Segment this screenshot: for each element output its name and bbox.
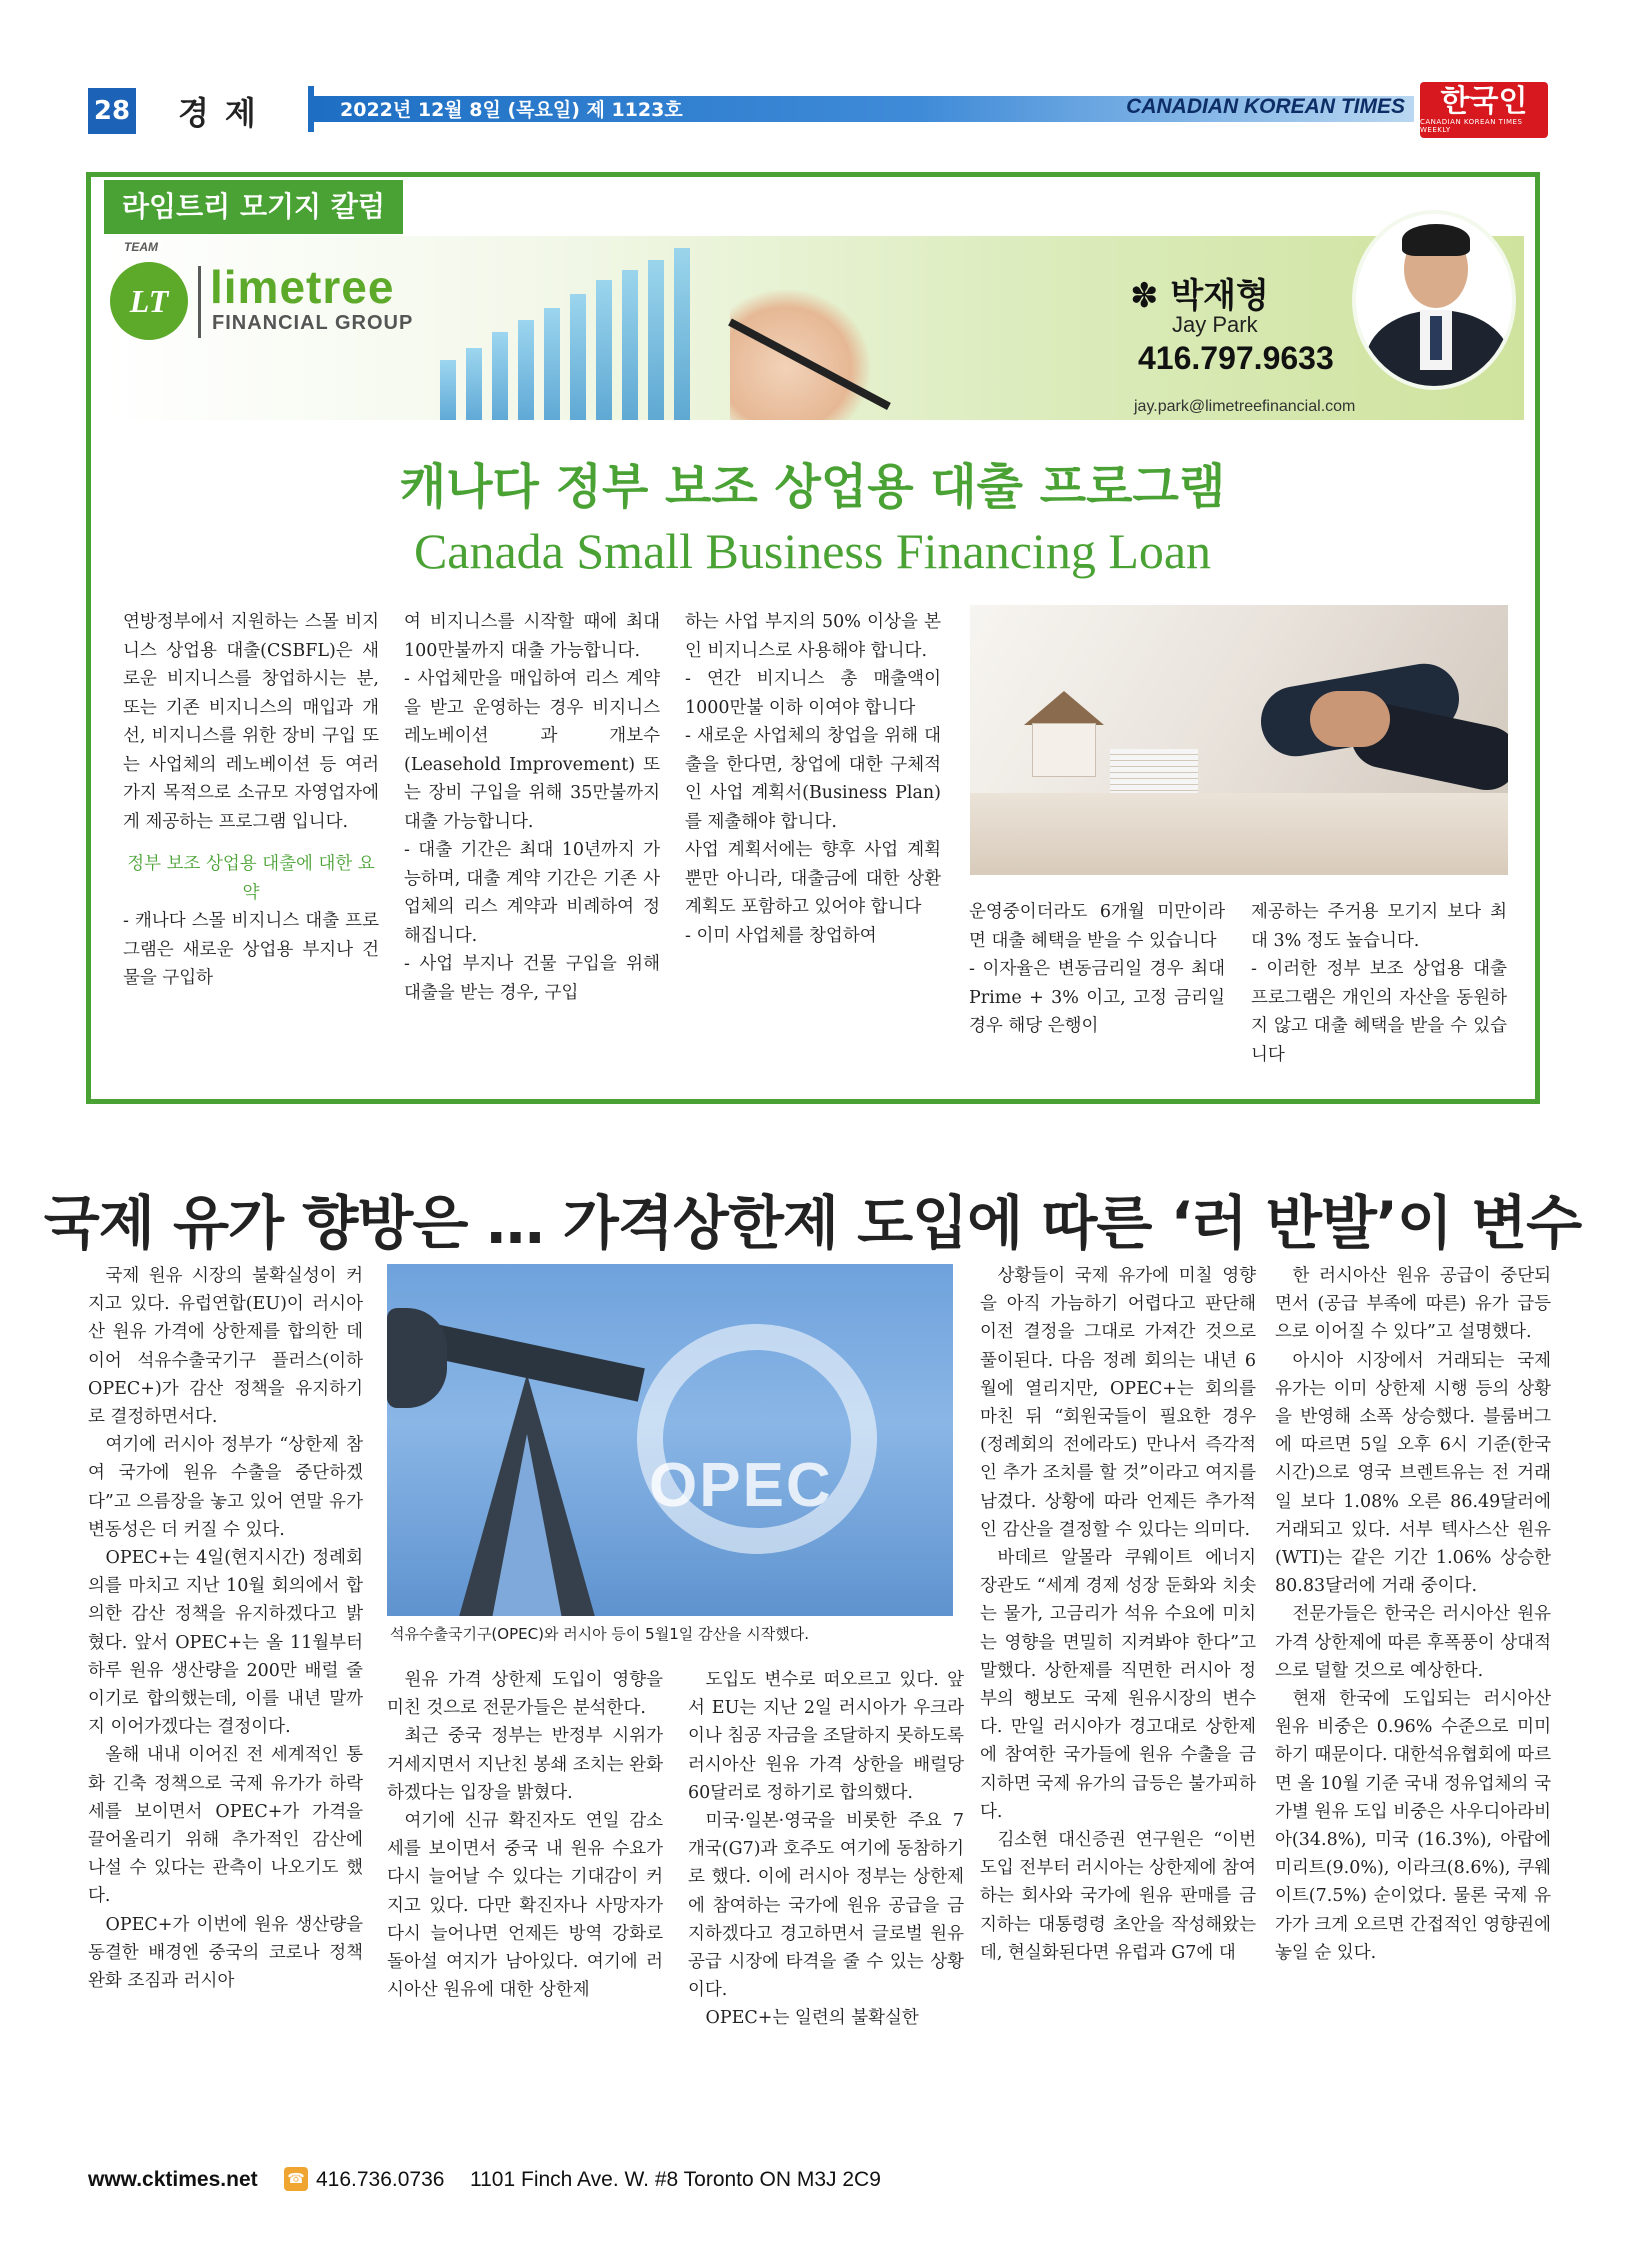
paragraph: 도입도 변수로 떠오르고 있다. 앞서 EU는 지난 2일 러시아가 우크라이나 침공 자금을 조달하지 못하도록 러시아산 원유 가격 상한을 배럴당 60달러로 정하기로 합의했다.: [688, 1670, 964, 1803]
banner-bar: [570, 294, 586, 420]
book-stack: [1110, 749, 1198, 793]
column-tag: 라임트리 모기지 칼럼: [104, 180, 403, 234]
column-subheading: 정부 보조 상업용 대출에 대한 요약: [127, 854, 375, 903]
handshake-hands: [1310, 691, 1390, 747]
article-column-1: [88, 1262, 363, 1995]
author-email: jay.park@limetreefinancial.com: [1134, 398, 1356, 415]
website-link[interactable]: www.cktimes.net: [88, 2168, 258, 2191]
paragraph: 여 비지니스를 시작할 때에 최대 100만불까지 대출 가능합니다.: [404, 612, 660, 661]
banner-bar: [674, 248, 690, 420]
article-column-5: [1275, 1262, 1551, 1967]
column-title-en: Canada Small Business Financing Loan: [413, 523, 1212, 579]
column-text-3: [685, 608, 941, 950]
banner-bar: [466, 348, 482, 420]
paragraph: 하는 사업 부지의 50% 이상을 본인 비지니스로 사용해야 합니다.: [685, 612, 941, 661]
paragraph: 상황들이 국제 유가에 미칠 영향을 아직 가늠하기 어렵다고 판단해 이전 결정을 그대로 가져간 것으로 풀이된다. 다음 정례 회의는 내년 6월에 열리지만, OPEC+는 회의를 마친 뒤 “회원국들이 필요한 경우 (정례회의 전에라도) 만나서 즉각적인 추가 조치를 할 것”이라고 여지를 남겼다. 상황에 따라 언제든 추가적인 감산을 결정할 수 있다는 의미다.: [980, 1266, 1256, 1540]
paragraph: 올해 내내 이어진 전 세계적인 통화 긴축 정책으로 국제 유가가 하락세를 보이면서 OPEC+가 가격을 끌어올리기 위해 추가적인 감산에 나설 수 있다는 관측이 나오기도 했다.: [88, 1745, 363, 1907]
column-text-2: [404, 608, 660, 1007]
column-title-ko: 캐나다 정부 보조 상업용 대출 프로그램: [399, 459, 1226, 515]
author-name-en: Jay Park: [1172, 312, 1258, 337]
footer-address: 1101 Finch Ave. W. #8 Toronto ON M3J 2C9: [470, 2168, 881, 2191]
paragraph: - 이러한 정부 보조 상업용 대출 프로그램은 개인의 자산을 동원하지 않고 대출 혜택을 받을 수 있습니다: [1251, 959, 1507, 1065]
paragraph: 연방정부에서 지원하는 스몰 비지니스 상업용 대출(CSBFL)은 새로운 비지니스를 창업하시는 분, 또는 기존 비지니스의 매입과 개선, 비지니스를 위한 장비 구입 또는 사업체의 레노베이션 등 여러 가지 목적으로 소규모 자영업자에게 제공하는 프로그램 입니다.: [123, 612, 379, 832]
limetree-logo-icon: LT: [110, 262, 188, 340]
brand-subtitle: FINANCIAL GROUP: [212, 312, 414, 334]
paragraph: 김소현 대신증권 연구원은 “이번 도입 전부터 러시아는 상한제에 참여하는 회사와 국가에 원유 판매를 금지하는 대통령령 초안을 작성해왔는데, 현실화된다면 유럽과 G7에 대: [980, 1830, 1256, 1963]
opec-logo-text: OPEC: [649, 1451, 833, 1520]
photo-tie: [1430, 316, 1442, 360]
paragraph: 사업 계획서에는 향후 사업 계획뿐만 아니라, 대출금에 대한 상환 계획도 포함하고 있어야 합니다: [685, 840, 941, 917]
logo-text: 한국인: [1440, 84, 1528, 119]
footer-phone: 416.736.0736: [316, 2168, 445, 2191]
paragraph: - 이자율은 변동금리일 경우 최대Prime + 3% 이고, 고정 금리일 경우 해당 은행이: [969, 959, 1225, 1036]
paragraph: 운영중이더라도 6개월 미만이라면 대출 혜택을 받을 수 있습니다: [969, 902, 1225, 951]
logo-subtext: CANADIAN KOREAN TIMES WEEKLY: [1420, 118, 1523, 134]
team-label: TEAM: [124, 240, 158, 254]
paragraph: OPEC+는 일련의 불확실한: [705, 2008, 919, 2029]
section-title: 경제: [178, 94, 272, 132]
article-headline: 국제 유가 향방은 … 가격상한제 도입에 따른 ‘러 반발’이 변수: [43, 1189, 1582, 1257]
page-header: [0, 0, 1625, 150]
pumpjack-tower-gap: [491, 1434, 563, 1616]
paragraph: - 사업 부지나 건물 구입을 위해 대출을 받는 경우, 구입: [404, 954, 660, 1003]
author-photo: [1352, 210, 1516, 390]
paragraph: 여기에 신규 확진자도 연일 감소세를 보이면서 중국 내 원유 수요가 다시 늘어날 수 있다는 기대감이 커지고 있다. 다만 확진자나 사망자가 다시 늘어나면 언제든 방역 강화로 돌아설 여지가 남아있다. 여기에 러시아산 원유에 대한 상한제: [387, 1811, 663, 2001]
paragraph: 미국·일본·영국을 비롯한 주요 7개국(G7)과 호주도 여기에 동참하기로 했다. 이에 러시아 정부는 상한제에 참여하는 국가에 원유 공급을 금지하겠다고 경고하면서 글로벌 원유 공급 시장에 타격을 줄 수 있는 상황이다.: [688, 1811, 964, 2001]
paragraph: OPEC+는 4일(현지시간) 정례회의를 마치고 지난 10월 회의에서 합의한 감산 정책을 유지하겠다고 밝혔다. 앞서 OPEC+는 올 11월부터 하루 원유 생산량을 200만 배럴 줄이기로 합의했는데, 이를 내년 말까지 이어가겠다는 결정이다.: [88, 1548, 363, 1738]
pumpjack-head: [387, 1308, 447, 1408]
newspaper-logo: [1420, 82, 1548, 138]
paragraph: 현재 한국에 도입되는 러시아산 원유 비중은 0.96% 수준으로 미미하기 때문이다. 대한석유협회에 따르면 올 10월 기준 국내 정유업체의 국가별 원유 도입 비중은 사우디아라비아(34.8%), 미국 (16.3%), 아랍에미리트(9.0%), 이라크(8.6%), 쿠웨이트(7.5%) 순이었다. 물론 국제 유가가 크게 오르면 간접적인 영향권에 놓일 순 있다.: [1275, 1689, 1551, 1963]
logo-divider: [198, 266, 201, 338]
paragraph: 전문가들은 한국은 러시아산 원유 가격 상한제에 따른 후폭풍이 상대적으로 덜할 것으로 예상한다.: [1275, 1604, 1551, 1681]
paragraph: - 캐나다 스몰 비지니스 대출 프로그램은 새로운 상업용 부지나 건물을 구입하: [123, 911, 379, 988]
page-number: 28: [88, 88, 136, 134]
house-model-roof: [1024, 691, 1104, 725]
paragraph: 바데르 알몰라 쿠웨이트 에너지 장관도 “세계 경제 성장 둔화와 치솟는 물가, 고금리가 석유 수요에 미치는 영향을 면밀히 지켜봐야 한다”고 말했다. 상한제를 직면한 러시아 정부의 행보도 국제 원유시장의 변수다. 만일 러시아가 경고대로 상한제에 참여한 국가들에 원유 수출을 금지하면 국제 유가의 급등은 불가피하다.: [980, 1548, 1256, 1822]
paragraph: 최근 중국 정부는 반정부 시위가 거세지면서 지난친 봉쇄 조치는 완화하겠다는 입장을 밝혔다.: [387, 1726, 663, 1803]
banner-bar-graphic: [430, 236, 730, 420]
banner-bar: [622, 270, 638, 420]
business-photo: [970, 605, 1508, 875]
article-column-2: [387, 1666, 663, 2004]
phone-icon: ☎: [284, 2167, 308, 2191]
banner-bar: [544, 308, 560, 420]
house-model: [1032, 723, 1096, 777]
issue-date: 2022년 12월 8일 (목요일) 제 1123호: [340, 99, 683, 121]
column-text-4: [969, 898, 1225, 1041]
banner-bar: [492, 332, 508, 420]
paragraph: 한 러시아산 원유 공급이 중단되면서 (공급 부족에 따른) 유가 급등으로 이어질 수 있다”고 설명했다.: [1275, 1266, 1551, 1343]
article-column-3: [688, 1666, 964, 2033]
brand-name: limetree: [210, 261, 395, 313]
paragraph: - 대출 기간은 최대 10년까지 가능하며, 대출 계약 기간은 기존 사업체의 리스 계약과 비례하여 정해집니다.: [404, 840, 660, 946]
column-text-1: [123, 608, 379, 993]
paragraph: - 사업체만을 매입하여 리스 계약을 받고 운영하는 경우 비지니스 레노베이션 과 개보수 (Leasehold Improvement) 또는 장비 구입을 위해 35만불까지 대출 가능합니다.: [404, 669, 660, 832]
publication-name: CANADIAN KOREAN TIMES: [1126, 95, 1405, 118]
paragraph: - 연간 비지니스 총 매출액이 1000만불 이하 이여야 합니다: [685, 669, 941, 718]
paragraph: 원유 가격 상한제 도입이 영향을 미친 것으로 전문가들은 분석한다.: [387, 1670, 663, 1719]
paragraph: 아시아 시장에서 거래되는 국제 유가는 이미 상한제 시행 등의 상황을 반영해 소폭 상승했다. 블룸버그에 따르면 5일 오후 6시 기준(한국시간)으로 영국 브렌트유는 전 거래일 보다 1.08% 오른 86.49달러에 거래되고 있다. 서부 텍사스산 원유(WTI)는 같은 기간 1.06% 상승한 80.83달러에 거래 중이다.: [1275, 1350, 1551, 1597]
paragraph: OPEC+가 이번에 원유 생산량을 동결한 배경엔 중국의 코로나 정책 완화 조짐과 러시아: [88, 1914, 363, 1992]
photo-caption: 석유수출국기구(OPEC)와 러시아 등이 5월1일 감산을 시작했다.: [390, 1625, 809, 1643]
photo-desk: [970, 793, 1508, 875]
paragraph: 제공하는 주거용 모기지 보다 최대 3% 정도 높습니다.: [1251, 902, 1507, 951]
paragraph: - 이미 사업체를 창업하여: [685, 925, 877, 946]
paragraph: - 새로운 사업체의 창업을 위해 대출을 한다면, 창업에 대한 구체적인 사업 계획서(Business Plan)를 제출해야 합니다.: [685, 726, 941, 832]
banner-bar: [518, 320, 534, 420]
opec-photo: [387, 1264, 953, 1616]
banner-bar: [648, 260, 664, 420]
banner-bar: [596, 280, 612, 420]
paragraph: 국제 원유 시장의 불확실성이 커지고 있다. 유럽연합(EU)이 러시아산 원유 가격에 상한제를 합의한 데 이어 석유수출국기구 플러스(이하 OPEC+)가 감산 정책을 유지하기로 결정하면서다.: [88, 1266, 363, 1428]
banner-bar: [440, 360, 456, 420]
paragraph: 여기에 러시아 정부가 “상한제 참여 국가에 원유 수출을 중단하겠다”고 으름장을 놓고 있어 연말 유가 변동성은 더 커질 수 있다.: [88, 1435, 363, 1540]
article-column-4: [980, 1262, 1256, 1967]
column-text-5: [1251, 898, 1507, 1069]
author-phone: 416.797.9633: [1138, 340, 1334, 376]
author-name-ko: ✽ 박재형: [1130, 276, 1269, 316]
photo-hair: [1402, 224, 1470, 256]
